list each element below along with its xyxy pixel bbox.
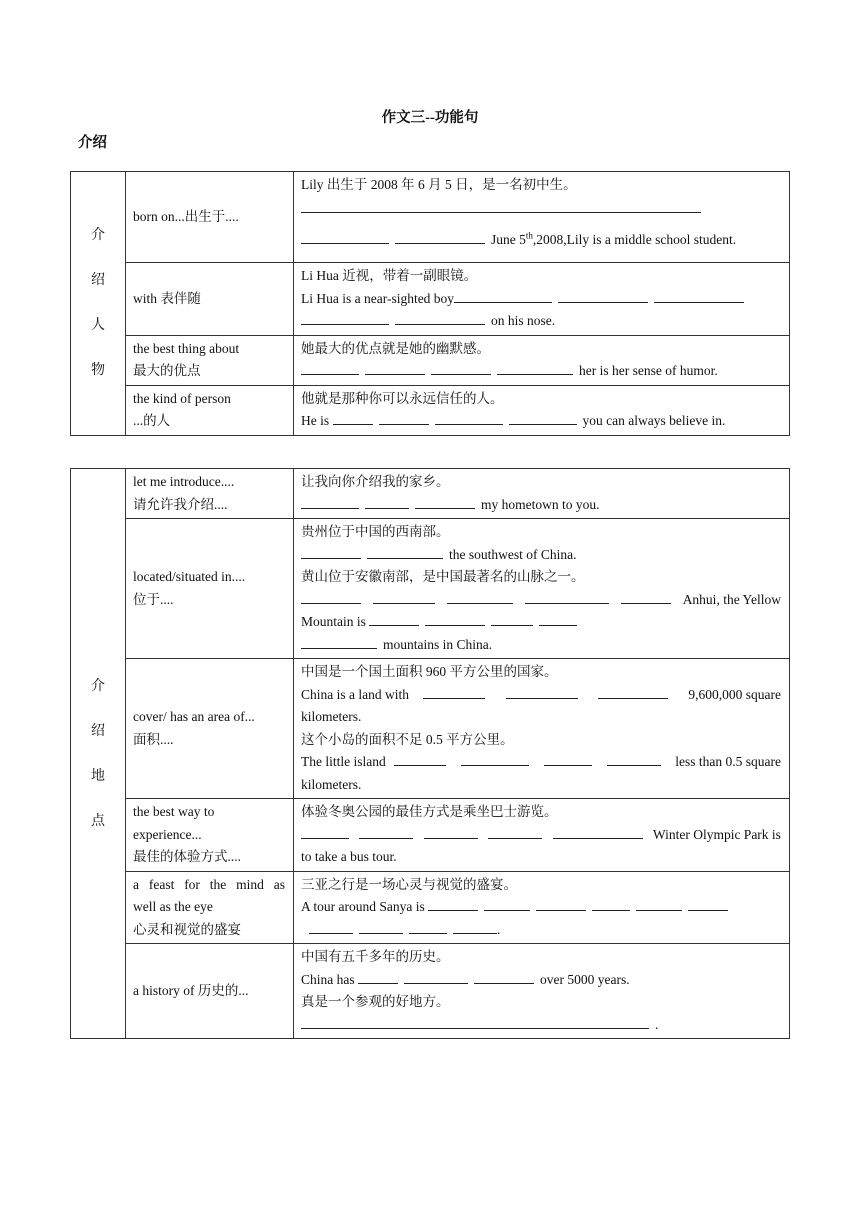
phrase-cell: let me introduce.... 请允许我介绍.... <box>126 469 294 519</box>
answer-blank[interactable] <box>536 896 586 911</box>
answer-blank[interactable] <box>553 824 643 839</box>
answer-blank[interactable] <box>395 229 485 244</box>
answer-blank[interactable] <box>428 896 478 911</box>
phrase-cell: the best way to experience... 最佳的体验方式.... <box>126 799 294 872</box>
table-row <box>71 871 790 944</box>
answer-blank[interactable] <box>592 896 630 911</box>
answer-blank[interactable] <box>301 229 389 244</box>
answer-blank[interactable] <box>539 611 577 626</box>
answer-blank[interactable] <box>358 969 398 984</box>
category-cell: 介 绍 地 点 <box>71 469 126 1039</box>
example-cell: 中国是一个国土面积 960 平方公里的国家。 China is a land with 9,600,000 square kilometers. 这个小岛的面积不足 0.5 平方公里。 The little island less than 0.5 square kilometers. <box>294 659 790 799</box>
phrase-cell: with 表伴随 <box>126 263 294 336</box>
table-row <box>71 944 790 1039</box>
phrase-cell: a feast for the mind as well as the eye 心灵和视觉的盛宴 <box>126 871 294 944</box>
phrase-cell: located/situated in.... 位于.... <box>126 519 294 659</box>
answer-blank[interactable] <box>497 360 573 375</box>
phrase-cell: the kind of person ...的人 <box>126 385 294 435</box>
phrase-cell: cover/ has an area of... 面积.... <box>126 659 294 799</box>
category-cell: 介 绍 人 物 <box>71 172 126 436</box>
answer-blank[interactable] <box>373 589 435 604</box>
example-cell: 他就是那种你可以永远信任的人。 He is you can always believe in. <box>294 385 790 435</box>
example-cell: 让我向你介绍我的家乡。 my hometown to you. <box>294 469 790 519</box>
answer-blank[interactable] <box>431 360 491 375</box>
answer-blank[interactable] <box>309 919 353 934</box>
answer-blank[interactable] <box>474 969 534 984</box>
answer-blank[interactable] <box>454 288 552 303</box>
example-cell: Li Hua 近视，带着一副眼镜。 Li Hua is a near-sighted boy on his nose. <box>294 263 790 336</box>
answer-blank[interactable] <box>435 410 503 425</box>
people-table <box>70 171 790 436</box>
table-row <box>71 172 790 263</box>
answer-blank[interactable] <box>423 684 485 699</box>
answer-blank[interactable] <box>365 494 409 509</box>
answer-blank[interactable] <box>425 611 485 626</box>
answer-blank[interactable] <box>621 589 671 604</box>
table-row <box>71 659 790 799</box>
answer-blank[interactable] <box>395 310 485 325</box>
answer-blank[interactable] <box>488 824 542 839</box>
answer-blank[interactable] <box>359 919 403 934</box>
answer-blank[interactable] <box>301 544 361 559</box>
example-cell: Lily 出生于 2008 年 6 月 5 日，是一名初中生。 June 5th,2008,Lily is a middle school student. <box>294 172 790 263</box>
answer-blank[interactable] <box>461 751 529 766</box>
answer-blank[interactable] <box>404 969 468 984</box>
answer-blank[interactable] <box>453 919 497 934</box>
places-table <box>70 468 790 1039</box>
answer-blank[interactable] <box>333 410 373 425</box>
answer-blank[interactable] <box>558 288 648 303</box>
answer-blank[interactable] <box>447 589 513 604</box>
answer-blank[interactable] <box>409 919 447 934</box>
answer-blank[interactable] <box>379 410 429 425</box>
phrase-cell: a history of 历史的... <box>126 944 294 1039</box>
example-cell: 她最大的优点就是她的幽默感。 her is her sense of humor. <box>294 335 790 385</box>
answer-blank[interactable] <box>301 197 701 213</box>
table-row <box>71 385 790 435</box>
section-heading: 介绍 <box>78 135 107 151</box>
document-title: 作文三--功能句 <box>381 110 479 126</box>
table-row <box>71 519 790 659</box>
answer-blank[interactable] <box>688 896 728 911</box>
answer-blank[interactable] <box>484 896 530 911</box>
answer-blank[interactable] <box>301 1014 649 1029</box>
example-cell: 三亚之行是一场心灵与视觉的盛宴。 A tour around Sanya is . <box>294 871 790 944</box>
example-cell: 体验冬奥公园的最佳方式是乘坐巴士游览。 Winter Olympic Park is to take a bus tour. <box>294 799 790 872</box>
answer-blank[interactable] <box>509 410 577 425</box>
example-cell: 贵州位于中国的西南部。 the southwest of China. 黄山位于安徽南部，是中国最著名的山脉之一。 Anhui, the Yellow Mountain is mountains in China. <box>294 519 790 659</box>
answer-blank[interactable] <box>607 751 661 766</box>
answer-blank[interactable] <box>598 684 668 699</box>
phrase-cell: born on...出生于.... <box>126 172 294 263</box>
example-cell: 中国有五千多年的历史。 China has over 5000 years. 真是一个参观的好地方。 . <box>294 944 790 1039</box>
answer-blank[interactable] <box>415 494 475 509</box>
answer-blank[interactable] <box>394 751 446 766</box>
table-row <box>71 469 790 519</box>
answer-blank[interactable] <box>424 824 478 839</box>
answer-blank[interactable] <box>301 494 359 509</box>
answer-blank[interactable] <box>506 684 578 699</box>
answer-blank[interactable] <box>301 824 349 839</box>
phrase-cell: the best thing about 最大的优点 <box>126 335 294 385</box>
answer-blank[interactable] <box>369 611 419 626</box>
table-row <box>71 799 790 872</box>
answer-blank[interactable] <box>491 611 533 626</box>
table-row <box>71 263 790 336</box>
table-row <box>71 335 790 385</box>
answer-blank[interactable] <box>544 751 592 766</box>
answer-blank[interactable] <box>367 544 443 559</box>
answer-blank[interactable] <box>301 360 359 375</box>
answer-blank[interactable] <box>301 634 377 649</box>
answer-blank[interactable] <box>654 288 744 303</box>
answer-blank[interactable] <box>301 589 361 604</box>
answer-blank[interactable] <box>636 896 682 911</box>
answer-blank[interactable] <box>301 310 389 325</box>
answer-blank[interactable] <box>365 360 425 375</box>
answer-blank[interactable] <box>525 589 609 604</box>
answer-blank[interactable] <box>359 824 413 839</box>
